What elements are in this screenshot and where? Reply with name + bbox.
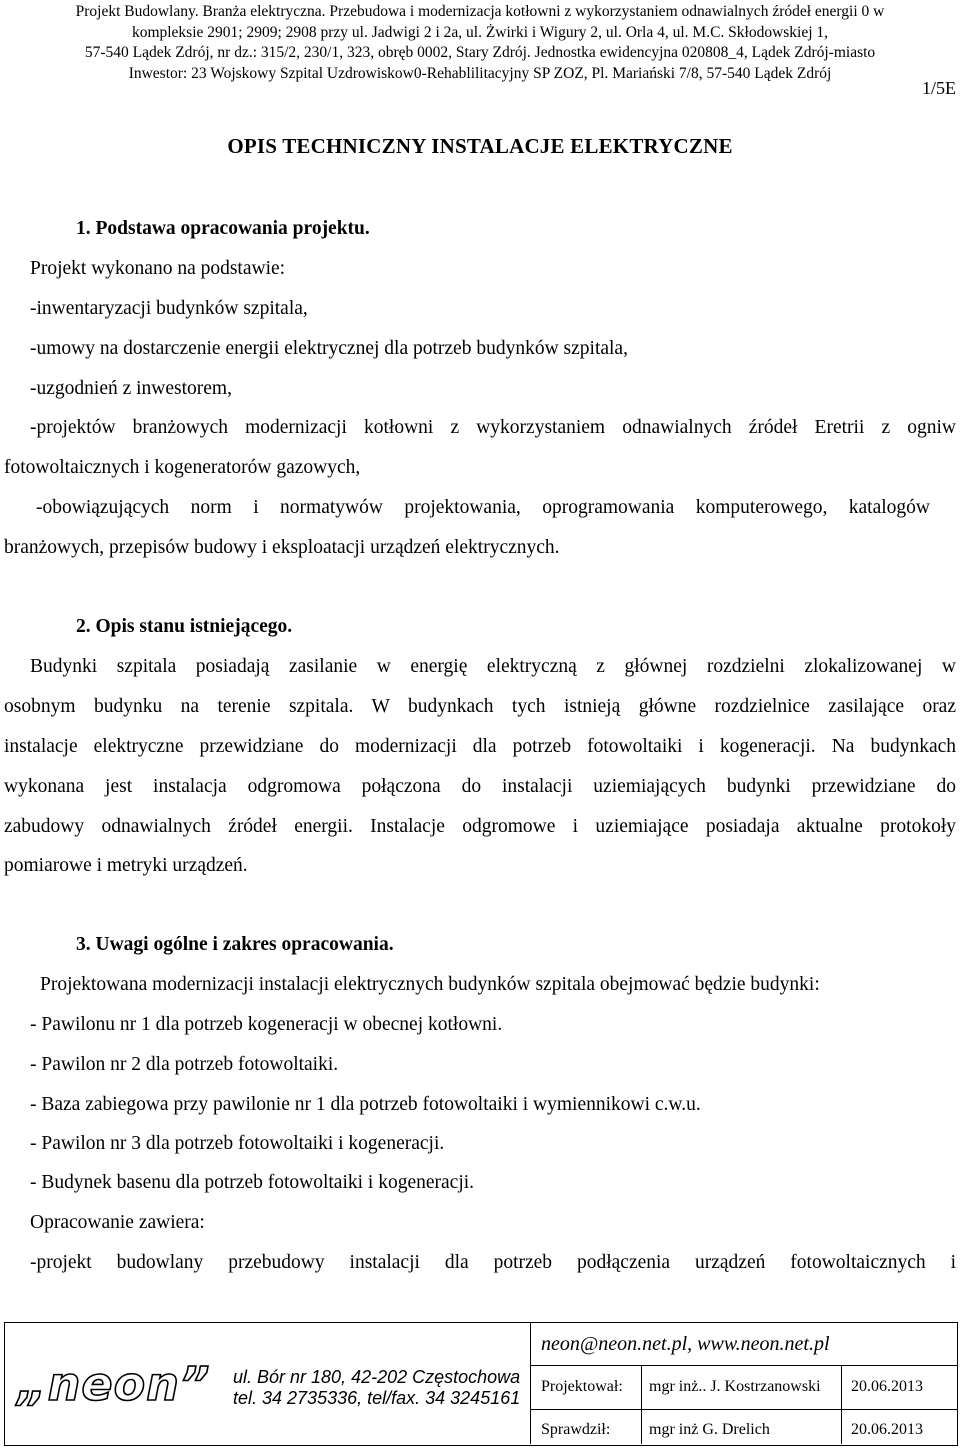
footer-stamp (4, 1322, 958, 1446)
divider (530, 1323, 531, 1444)
list-item: - Pawilon nr 3 dla potrzeb fotowoltaiki i kogeneracji. (30, 1133, 445, 1154)
list-item-continued: fotowoltaicznych i kogeneratorów gazowych, (4, 457, 361, 478)
divider (530, 1365, 957, 1366)
list-item: - Pawilonu nr 1 dla potrzeb kogeneracji w obecnej kotłowni. (30, 1014, 503, 1035)
list-item: - Budynek basenu dla potrzeb fotowoltaiki i kogeneracji. (30, 1172, 475, 1193)
paragraph-line: zabudowy odnawialnych źródeł energii. Instalacje odgromowe i uziemiające posiadaja aktualne protokoły (4, 816, 956, 837)
contents-line: -projekt budowlany przebudowy instalacji dla potrzeb podłączenia urządzeń fotowoltaicznych i (30, 1252, 956, 1273)
list-item-continued: branżowych, przepisów budowy i eksploatacji urządzeń elektrycznych. (4, 537, 560, 558)
contact-info: neon@neon.net.pl, www.neon.net.pl (541, 1333, 830, 1355)
list-item: -umowy na dostarczenie energii elektrycznej dla potrzeb budynków szpitala, (30, 338, 628, 359)
divider (641, 1365, 642, 1444)
paragraph-line: pomiarowe i metryki urządzeń. (4, 855, 248, 876)
paragraph-line: instalacje elektryczne przewidziane do modernizacji dla potrzeb fotowoltaiki i kogeneracji. Na budynkach (4, 736, 956, 757)
designed-date: 20.06.2013 (851, 1378, 923, 1395)
section-1-heading: 1. Podstawa opracowania projektu. (76, 218, 370, 239)
header-line: Projekt Budowlany. Branża elektryczna. Przebudowa i modernizacja kotłowni z wykorzystaniem odnawialnych źródeł energii 0 w (75, 3, 885, 20)
section-3-heading: 3. Uwagi ogólne i zakres opracowania. (76, 934, 394, 955)
list-item: - Pawilon nr 2 dla potrzeb fotowoltaiki. (30, 1054, 339, 1075)
paragraph-line: Budynki szpitala posiadają zasilanie w energię elektryczną z głównej rozdzielni zlokalizowanej w (30, 656, 956, 677)
checked-by-label: Sprawdził: (541, 1421, 611, 1438)
section-3-intro: Projektowana modernizacji instalacji elektrycznych budynków szpitala obejmować będzie budynki: (40, 974, 820, 995)
document-title: OPIS TECHNICZNY INSTALACJE ELEKTRYCZNE (227, 134, 733, 158)
list-item: -projektów branżowych modernizacji kotłowni z wykorzystaniem odnawialnych źródeł Eretrii z ogniw (30, 417, 956, 438)
list-item: - Baza zabiegowa przy pawilonie nr 1 dla potrzeb fotowoltaiki i wymiennikowi c.w.u. (30, 1094, 701, 1115)
header-line: Inwestor: 23 Wojskowy Szpital Uzdrowiskow0-Rehablilitacyjny SP ZOZ, Pl. Mariański 7/8, 57-540 Lądek Zdrój (128, 64, 832, 82)
company-address (233, 1367, 520, 1409)
checked-date: 20.06.2013 (851, 1421, 923, 1438)
company-logo: „neon” (17, 1357, 211, 1411)
list-item: -obowiązujących norm i normatywów projektowania, oprogramowania komputerowego, katalogów (36, 497, 930, 518)
paragraph-line: osobnym budynku na terenie szpitala. W budynkach tych istnieją główne rozdzielnice zasilające oraz (4, 696, 956, 717)
designed-by-name: mgr inż.. J. Kostrzanowski (649, 1378, 821, 1395)
header-line: kompleksie 2901; 2909; 2908 przy ul. Jadwigi 2 i 2a, ul. Żwirki i Wigury 2, ul. Orla 4, ul. M.C. Skłodowskiej 1, (131, 23, 829, 41)
section-1-intro: Projekt wykonano na podstawie: (30, 258, 286, 279)
address-line: ul. Bór nr 180, 42-202 Częstochowa (233, 1367, 521, 1387)
checked-by-name: mgr inż G. Drelich (649, 1421, 770, 1438)
contents-label: Opracowanie zawiera: (30, 1212, 205, 1233)
header-line: 57-540 Lądek Zdrój, nr dz.: 315/2, 230/1, 323, obręb 0002, Stary Zdrój. Jednostka ewidencyjna 020808_4, Lądek Zdrój-miasto (84, 44, 876, 61)
address-line: tel. 34 2735336, tel/fax. 34 3245161 (233, 1388, 521, 1408)
page-number: 1/5E (922, 78, 956, 98)
divider (530, 1409, 957, 1410)
designed-by-label: Projektował: (541, 1378, 623, 1395)
section-2-heading: 2. Opis stanu istniejącego. (76, 616, 293, 637)
paragraph-line: wykonana jest instalacja odgromowa połączona do instalacji uziemiających budynki przewidziane do (4, 776, 956, 797)
list-item: -uzgodnień z inwestorem, (30, 378, 232, 399)
document-header (0, 2, 960, 84)
list-item: -inwentaryzacji budynków szpitala, (30, 298, 308, 319)
divider (841, 1365, 842, 1444)
